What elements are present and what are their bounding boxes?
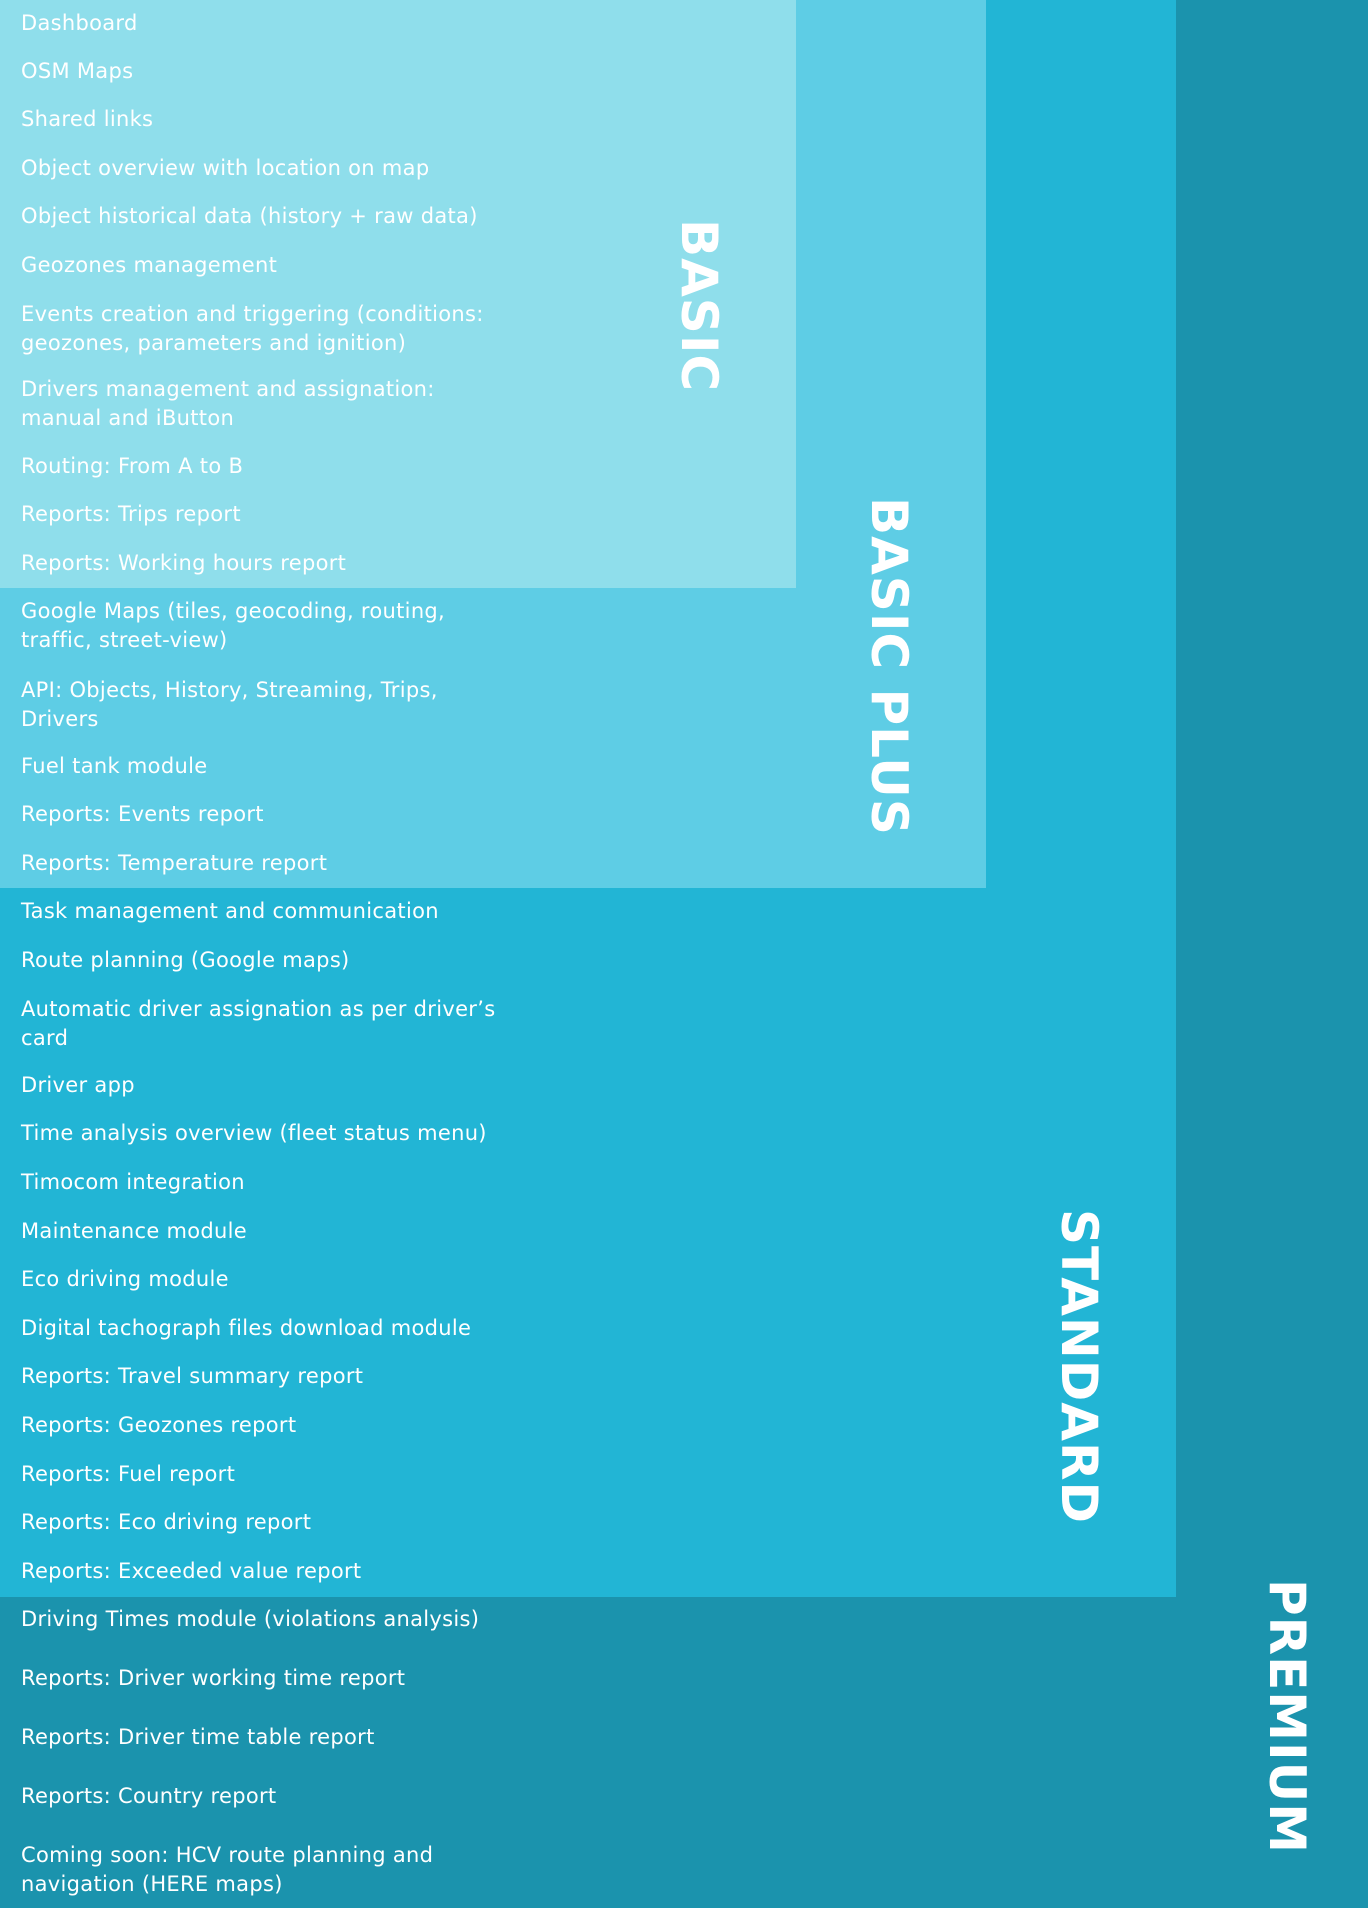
- feature-item: Reports: Fuel report: [21, 1462, 236, 1486]
- premium-tier-label: PREMIUM: [1258, 1579, 1316, 1855]
- feature-item: Route planning (Google maps): [21, 948, 350, 972]
- feature-item: Routing: From A to B: [21, 454, 244, 478]
- feature-item: Dashboard: [21, 11, 138, 35]
- feature-item: Timocom integration: [21, 1170, 245, 1194]
- feature-item: Maintenance module: [21, 1219, 248, 1243]
- feature-item: Reports: Temperature report: [21, 851, 328, 875]
- feature-item: Object overview with location on map: [21, 156, 430, 180]
- feature-item: Driver app: [21, 1073, 135, 1097]
- basic-tier-label: BASIC: [670, 219, 728, 393]
- feature-item: Reports: Events report: [21, 802, 264, 826]
- standard-tier-label: STANDARD: [1050, 1209, 1108, 1524]
- feature-item: Fuel tank module: [21, 754, 208, 778]
- feature-item: Events creation and triggering (conditions: geozones, parameters and ignition): [21, 302, 484, 355]
- feature-item: Eco driving module: [21, 1267, 229, 1291]
- feature-item: Automatic driver assignation as per driver’s card: [21, 997, 496, 1050]
- feature-item: Reports: Driver time table report: [21, 1725, 375, 1749]
- feature-item: Object historical data (history + raw data): [21, 204, 478, 228]
- feature-item: Shared links: [21, 107, 154, 131]
- feature-item: Coming soon: HCV route planning and navigation (HERE maps): [21, 1843, 434, 1896]
- feature-item: Reports: Country report: [21, 1784, 277, 1808]
- feature-item: Reports: Driver working time report: [21, 1666, 406, 1690]
- feature-item: API: Objects, History, Streaming, Trips, Drivers: [21, 678, 438, 731]
- feature-item: OSM Maps: [21, 59, 134, 83]
- feature-item: Drivers management and assignation: manual and iButton: [21, 377, 435, 430]
- feature-item: Geozones management: [21, 253, 278, 277]
- feature-item: Reports: Eco driving report: [21, 1510, 312, 1534]
- feature-item: Reports: Exceeded value report: [21, 1559, 362, 1583]
- feature-item: Time analysis overview (fleet status menu): [21, 1121, 487, 1145]
- feature-item: Reports: Working hours report: [21, 551, 347, 575]
- feature-item: Driving Times module (violations analysis): [21, 1607, 480, 1631]
- feature-item: Task management and communication: [21, 899, 439, 923]
- feature-item: Reports: Trips report: [21, 502, 241, 526]
- feature-item: Reports: Travel summary report: [21, 1364, 364, 1388]
- feature-item: Reports: Geozones report: [21, 1413, 297, 1437]
- feature-item: Digital tachograph files download module: [21, 1316, 472, 1340]
- feature-item: Google Maps (tiles, geocoding, routing, traffic, street-view): [21, 599, 446, 652]
- basic-plus-tier-label: BASIC PLUS: [860, 497, 918, 836]
